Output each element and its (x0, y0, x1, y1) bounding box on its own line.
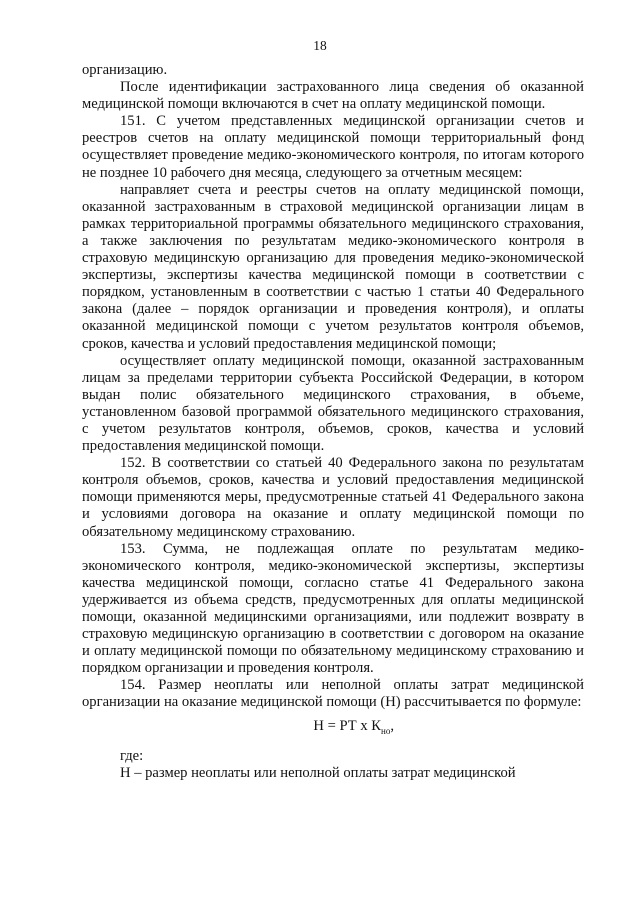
paragraph-151: 151. С учетом представленных медицинской организации счетов и реестров счетов на оплату медицинской помощи территориальный фонд осуществляет проведение медико-экономического контроля, по итогам которого не позднее 10 рабочего дня месяца, следующего за отчетным месяцем: (82, 113, 584, 181)
paragraph-152: 152. В соответствии со статьей 40 Федерального закона по результатам контроля объемов, сроков, качества и условий предоставления медицинской помощи применяются меры, предусмотренные статьей 41 Федерального закона и условиями договора на оказание и оплату медицинской помощи по обязательному медицинскому страхованию. (82, 455, 584, 540)
formula-main: Н = РТ x К (313, 717, 382, 734)
paragraph-153: 153. Сумма, не подлежащая оплате по результатам медико-экономического контроля, медико-экономической экспертизы, экспертизы качества медицинской помощи, согласно статье 41 Федерального закона удерживается из объема средств, предусмотренных для оплаты медицинской помощи, оказанной медицинскими организациями, или подлежит возврату в страховую медицинскую организацию в соответствии с договором на оказание и оплату медицинской помощи по обязательному медицинскому страхованию и порядком организации и проведения контроля. (82, 540, 584, 677)
paragraph: направляет счета и реестры счетов на оплату медицинской помощи, оказанной застрахованным в страховой медицинской организации лицам в рамках территориальной программы обязательного медицинского страхования, а также заключения по результатам медико-экономического контроля в страховую медицинскую организацию для проведения медико-экономической экспертизы, экспертизы качества медицинской помощи в соответствии с порядком, установленным в соответствии с частью 1 статьи 40 Федерального закона (далее – порядок организации и проведения контроля), и оплаты оказанной медицинской помощи с учетом результатов контроля объемов, сроков, качества и условий предоставления медицинской помощи; (82, 181, 584, 352)
document-body (82, 62, 584, 782)
formula-subscript: но (381, 725, 391, 736)
paragraph-154: 154. Размер неоплаты или неполной оплаты затрат медицинской организации на оказание медицинской помощи (Н) рассчитывается по формуле: (82, 677, 584, 711)
paragraph: организацию. (82, 62, 168, 78)
definition-line: Н – размер неоплаты или неполной оплаты затрат медицинской (120, 764, 516, 781)
paragraph: После идентификации застрахованного лица сведения об оказанной медицинской помощи включаются в счет на оплату медицинской помощи. (82, 79, 584, 113)
paragraph: осуществляет оплату медицинской помощи, оказанной застрахованным лицам за пределами территории субъекта Российской Федерации, в котором выдан полис обязательного медицинского страхования, в объеме, установленном базовой программой обязательного медицинского страхования, с учетом результатов контроля, объемов, сроков, качества и условий предоставления медицинской помощи. (82, 352, 584, 455)
formula-suffix: , (390, 717, 394, 734)
page-number: 18 (313, 38, 327, 53)
formula (82, 718, 584, 740)
where-label: где: (120, 747, 144, 764)
